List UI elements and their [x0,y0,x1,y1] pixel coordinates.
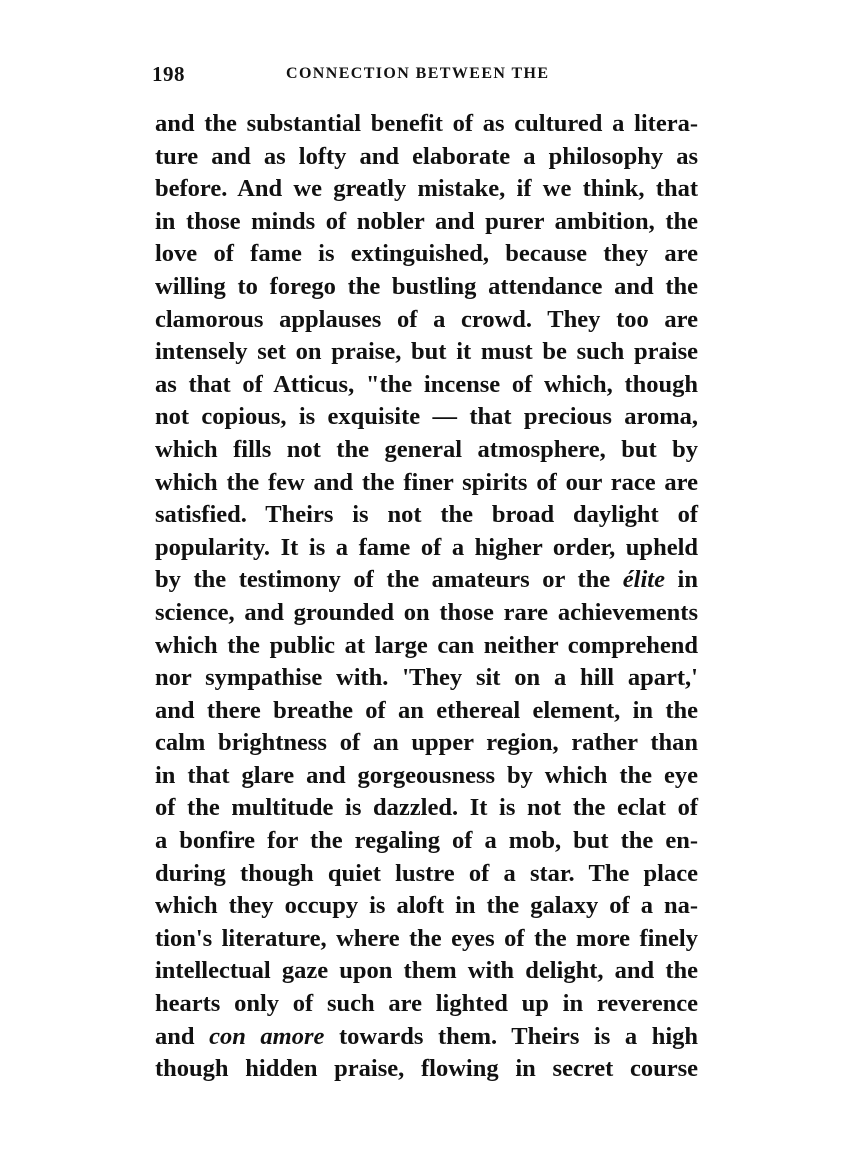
text-line: which the few and the finer spirits of our race are [155,468,698,496]
text-line: calm brightness of an upper region, rather than [155,729,698,757]
text-line: popularity. It is a fame of a higher order, upheld [155,533,698,561]
text-line: in those minds of nobler and purer ambition, the [155,207,698,235]
text-line: clamorous applauses of a crowd. They too are [155,305,698,333]
text-line: tion's literature, where the eyes of the more finely [155,924,698,952]
text-line: which the public at large can neither comprehend [155,631,698,659]
text-line: love of fame is extinguished, because they are [155,240,698,268]
text-line: willing to forego the bustling attendance and the [155,272,698,300]
text-line: a bonfire for the regaling of a mob, but the en- [155,827,698,855]
text-line: intellectual gaze upon them with delight, and the [155,957,698,985]
text-line: and con amore towards them. Theirs is a high [155,1022,699,1050]
text-line: satisfied. Theirs is not the broad daylight of [155,501,698,529]
page-number: 198 [152,62,185,86]
text-line: nor sympathise with. 'They sit on a hill apart,' [155,664,698,692]
text-line: by the testimony of the amateurs or the élite in [155,566,698,594]
text-line: which fills not the general atmosphere, but by [155,435,698,463]
text-line: ture and as lofty and elaborate a philosophy as [155,142,698,170]
text-line: though hidden praise, flowing in secret course [155,1055,698,1083]
text-line: and the substantial benefit of as cultured a litera- [155,110,698,137]
text-line: which they occupy is aloft in the galaxy of a na- [155,892,698,920]
running-title: CONNECTION BETWEEN THE [286,65,550,82]
text-line: in that glare and gorgeousness by which the eye [155,761,698,789]
text-line: as that of Atticus, "the incense of which, though [155,370,698,398]
body-text [155,108,698,1086]
text-line: hearts only of such are lighted up in reverence [155,990,698,1018]
text-line: and there breathe of an ethereal element, in the [155,696,698,724]
text-line: not copious, is exquisite — that precious aroma, [155,403,698,431]
text-line: science, and grounded on those rare achievements [155,598,698,626]
text-line: during though quiet lustre of a star. The place [155,859,698,887]
running-head [150,62,698,92]
text-line: of the multitude is dazzled. It is not the eclat of [155,794,698,822]
text-line: intensely set on praise, but it must be such praise [155,338,698,366]
text-line: before. And we greatly mistake, if we think, that [155,175,698,203]
italic-phrase: élite [622,566,665,594]
italic-phrase: con amore [209,1022,325,1050]
